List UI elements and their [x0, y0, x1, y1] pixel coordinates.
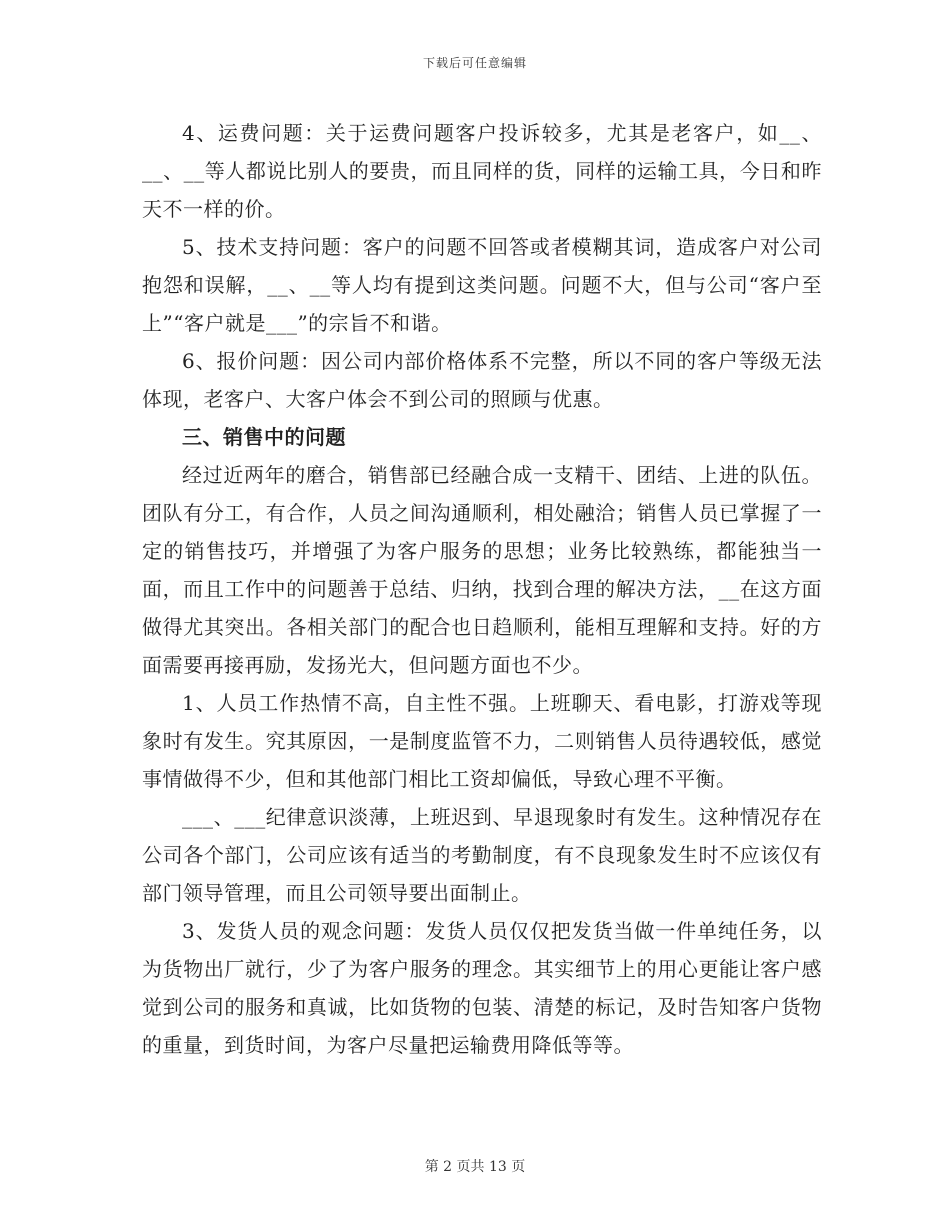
- paragraph-low-enthusiasm: 1、人员工作热情不高，自主性不强。上班聊天、看电影，打游戏等现象时有发生。究其原因，一是制度监管不力，二则销售人员待遇较低，感觉事情做得不少，但和其他部门相比工资却偏低，导致心理不平衡。: [142, 691, 822, 791]
- paragraph-discipline: ___、___纪律意识淡薄，上班迟到、早退现象时有发生。这种情况存在公司各个部门，公司应该有适当的考勤制度，有不良现象发生时不应该仅有部门领导管理，而且公司领导要出面制止。: [142, 805, 822, 905]
- document-body: [142, 114, 822, 1064]
- paragraph-freight-issue: 4、运费问题：关于运费问题客户投诉较多，尤其是老客户，如__、__、__等人都说比别人的要贵，而且同样的货，同样的运输工具，今日和昨天不一样的价。: [142, 121, 822, 221]
- paragraph-shipping-staff: 3、发货人员的观念问题：发货人员仅仅把发货当做一件单纯任务，以为货物出厂就行，少了为客户服务的理念。其实细节上的用心更能让客户感觉到公司的服务和真诚，比如货物的包装、清楚的标记，及时告知客户货物的重量，到货时间，为客户尽量把运输费用降低等等。: [142, 919, 822, 1057]
- page-footer: 第 2 页共 13 页: [424, 1159, 526, 1175]
- paragraph-quotation-issue: 6、报价问题：因公司内部价格体系不完整，所以不同的客户等级无法体现，老客户、大客户体会不到公司的照顾与优惠。: [142, 349, 822, 411]
- section-heading-sales-issues: 三、销售中的问题: [182, 425, 346, 449]
- paragraph-team-overview: 经过近两年的磨合，销售部已经融合成一支精干、团结、上进的队伍。团队有分工，有合作，人员之间沟通顺利，相处融洽；销售人员已掌握了一定的销售技巧，并增强了为客户服务的思想；业务比较熟练，都能独当一面，而且工作中的问题善于总结、归纳，找到合理的解决方法，__在这方面做得尤其突出。各相关部门的配合也日趋顺利，能相互理解和支持。好的方面需要再接再励，发扬光大，但问题方面也不少。: [142, 463, 822, 677]
- paragraph-tech-support-issue: 5、技术支持问题：客户的问题不回答或者模糊其词，造成客户对公司抱怨和误解，__、__等人均有提到这类问题。问题不大，但与公司“客户至上”“客户就是___”的宗旨不和谐。: [142, 235, 822, 335]
- page-header: 下载后可任意编辑: [422, 56, 527, 70]
